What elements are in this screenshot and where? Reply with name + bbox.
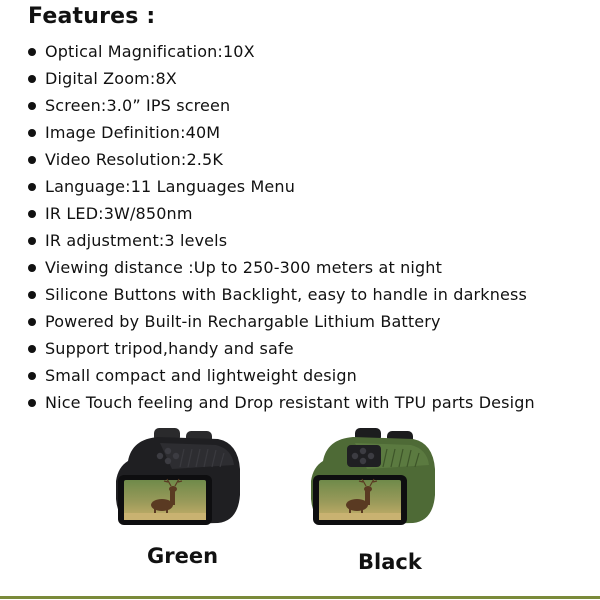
feature-text: Video Resolution:2.5K [45,150,223,169]
bullet-icon [28,129,36,137]
feature-text: Language:11 Languages Menu [45,177,296,196]
bullet-icon [28,318,36,326]
feature-item [28,308,535,335]
feature-text: Digital Zoom:8X [45,69,177,88]
feature-text: Image Definition:40M [45,123,221,142]
feature-item [28,119,535,146]
feature-item [28,200,535,227]
feature-text: Support tripod,handy and safe [45,339,294,358]
feature-text: Viewing distance :Up to 250-300 meters at night [45,258,443,277]
features-list [28,38,535,416]
feature-item [28,362,535,389]
binoculars-black-image [110,425,245,530]
feature-item [28,227,535,254]
feature-item [28,254,535,281]
feature-text: Screen:3.0” IPS screen [45,96,231,115]
feature-text: Powered by Built-in Rechargable Lithium Battery [45,312,441,331]
bullet-icon [28,102,36,110]
bullet-icon [28,183,36,191]
feature-text: Small compact and lightweight design [45,366,357,385]
feature-item [28,65,535,92]
bullet-icon [28,345,36,353]
bullet-icon [28,264,36,272]
product-caption: Green [147,544,219,568]
feature-text: Silicone Buttons with Backlight, easy to handle in darkness [45,285,527,304]
night-vision-binoculars-icon [305,425,440,530]
feature-text: IR adjustment:3 levels [45,231,228,250]
bullet-icon [28,237,36,245]
night-vision-binoculars-icon [110,425,245,530]
feature-text: IR LED:3W/850nm [45,204,193,223]
binoculars-green-image [305,425,440,530]
bullet-icon [28,291,36,299]
feature-text: Nice Touch feeling and Drop resistant with TPU parts Design [45,393,535,412]
feature-item [28,146,535,173]
bullet-icon [28,48,36,56]
feature-item [28,38,535,65]
feature-item [28,335,535,362]
bullet-icon [28,156,36,164]
feature-item [28,389,535,416]
feature-item [28,281,535,308]
product-caption: Black [358,550,422,574]
feature-item [28,92,535,119]
bullet-icon [28,399,36,407]
bullet-icon [28,75,36,83]
bullet-icon [28,210,36,218]
feature-item [28,173,535,200]
feature-text: Optical Magnification:10X [45,42,255,61]
features-title: Features : [28,4,156,29]
bullet-icon [28,372,36,380]
accent-divider [0,596,600,599]
